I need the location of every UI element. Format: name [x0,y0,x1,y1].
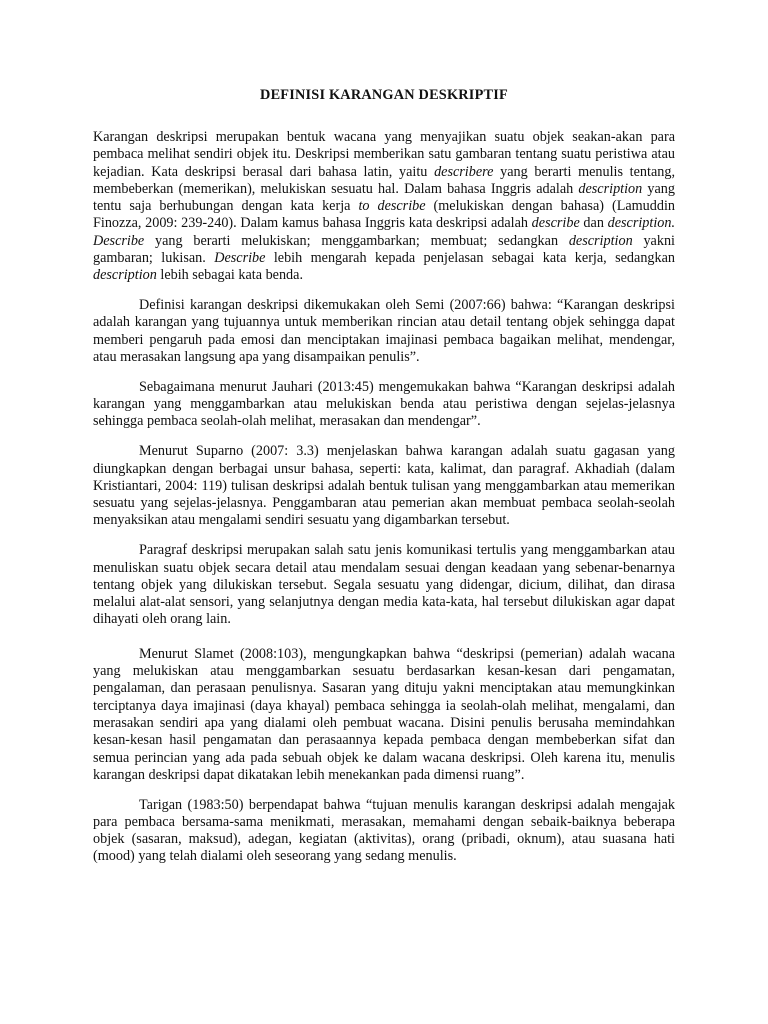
document-title: DEFINISI KARANGAN DESKRIPTIF [260,87,508,103]
italic-term: description [568,232,633,249]
text-segment: Sebagaimana menurut Jauhari (2013:45) mengemukakan bahwa “Karangan deskripsi adalah karangan yang menggambarkan atau melukiskan benda atau peristiwa dengan sejelas-jelasnya sehingga pembaca seolah-olah melihat, merasakan dan mendengar”. [93,378,675,430]
text-segment: Tarigan (1983:50) berpendapat bahwa “tujuan menulis karangan deskripsi adalah mengajak para pembaca bersama-sama menikmati, merasakan, memahami dengan sebaik-baiknya beberapa objek (sasaran, maksud), adegan, kegiatan (aktivitas), orang (pribadi, oknum), atau suasana hati (mood) yang telah dialami oleh seseorang yang sedang menulis. [93,796,675,865]
text-segment: dan [579,215,608,232]
italic-term: to describe [358,198,426,215]
text-segment: yang berarti menulis tentang, membeberkan (memerikan), melukiskan sesuatu hal. Dalam bahasa Inggris adalah [93,163,675,197]
paragraph [93,297,675,366]
text-segment: Menurut Suparno (2007: 3.3) menjelaskan bahwa karangan adalah suatu gagasan yang diungkapkan dengan berbagai unsur bahasa, seperti: kata, kalimat, dan paragraf. Akhadiah (dalam Kristiantari, 2004: 119) tulisan deskripsi adalah bentuk tulisan yang menggambarkan atau memerikan sesuatu yang sejelas-jelasnya. Penggambaran atau pemerian akan membuat pembaca seolah-seolah menyaksikan atau mengalami sendiri sesuatu yang digambarkan tersebut. [93,443,675,529]
paragraph [93,646,675,784]
paragraph [93,443,675,529]
italic-term: description. [607,215,675,232]
italic-term: description [578,180,643,197]
italic-term: describere [434,163,494,180]
italic-term: describe [531,215,580,232]
document-body [93,129,675,878]
italic-term: Describe [214,250,266,267]
text-segment: lebih sebagai kata benda. [156,267,303,284]
text-segment: Karangan deskripsi merupakan bentuk wacana yang menyajikan suatu objek seakan-akan para pembaca melihat sendiri objek itu. Deskripsi memberikan satu gambaran tentang suatu peristiwa atau kejadian. Kata deskripsi berasal dari bahasa latin, yaitu [93,129,675,180]
text-segment: (melukiskan dengan bahasa) (Lamuddin Finozza, 2009: 239-240). Dalam kamus bahasa Inggris kata deskripsi adalah [93,198,676,232]
text-segment: Menurut Slamet (2008:103), mengungkapkan bahwa “deskripsi (pemerian) adalah wacana yang melukiskan atau menggambarkan sesuatu berdasarkan kesan-kesan dari pengamatan, pengalaman, dan perasaan penulisnya. Sasaran yang dituju yakni menciptakan atau memungkinkan terciptanya daya imajinasi (daya khayal) pembaca sehingga ia seolah-olah melihat, mengalami, dan merasakan sendiri apa yang dialami oleh pembuat wacana. Disini penulis berusaha memindahkan kesan-kesan hasil pengamatan dan perasaannya kepada pembaca dengan membeberkan sifat dan semua perincian yang ada pada sebuah objek ke dalam wacana deskripsi. Oleh karena itu, menulis karangan deskripsi dapat dikatakan lebih menekankan pada dimensi ruang”. [93,645,675,783]
text-segment: yang berarti melukiskan; menggambarkan; membuat; sedangkan [144,232,569,249]
paragraph [93,542,675,628]
paragraph [93,129,675,285]
paragraph [93,379,675,431]
italic-term: Describe [93,232,145,249]
italic-term: description [93,267,157,284]
text-segment: Paragraf deskripsi merupakan salah satu jenis komunikasi tertulis yang menggambarkan atau menuliskan suatu objek secara detail atau mendalam sesuai dengan keadaan yang sebenar-benarnya tentang objek yang dilukiskan tersebut. Segala sesuatu yang didengar, dicium, dilihat, dan dirasa melalui alat-alat sensori, yang selanjutnya dengan media kata-kata, hal tersebut dilukiskan agar dapat dihayati oleh orang lain. [93,542,675,628]
paragraph [93,797,675,866]
text-segment: Definisi karangan deskripsi dikemukakan oleh Semi (2007:66) bahwa: “Karangan deskripsi adalah karangan yang tujuannya untuk memberikan rincian atau detail tentang objek sehingga dapat memberi pengaruh pada emosi dan menciptakan imajinasi pembaca bagaikan melihat, mendengar, atau merasakan langsung apa yang disampaikan penulis”. [93,297,675,366]
text-segment: lebih mengarah kepada penjelasan sebagai kata kerja, sedangkan [265,250,675,267]
text-segment: yakni gambaran; lukisan. [93,232,675,267]
text-segment: yang tentu saja berhubungan dengan kata kerja [93,180,675,215]
